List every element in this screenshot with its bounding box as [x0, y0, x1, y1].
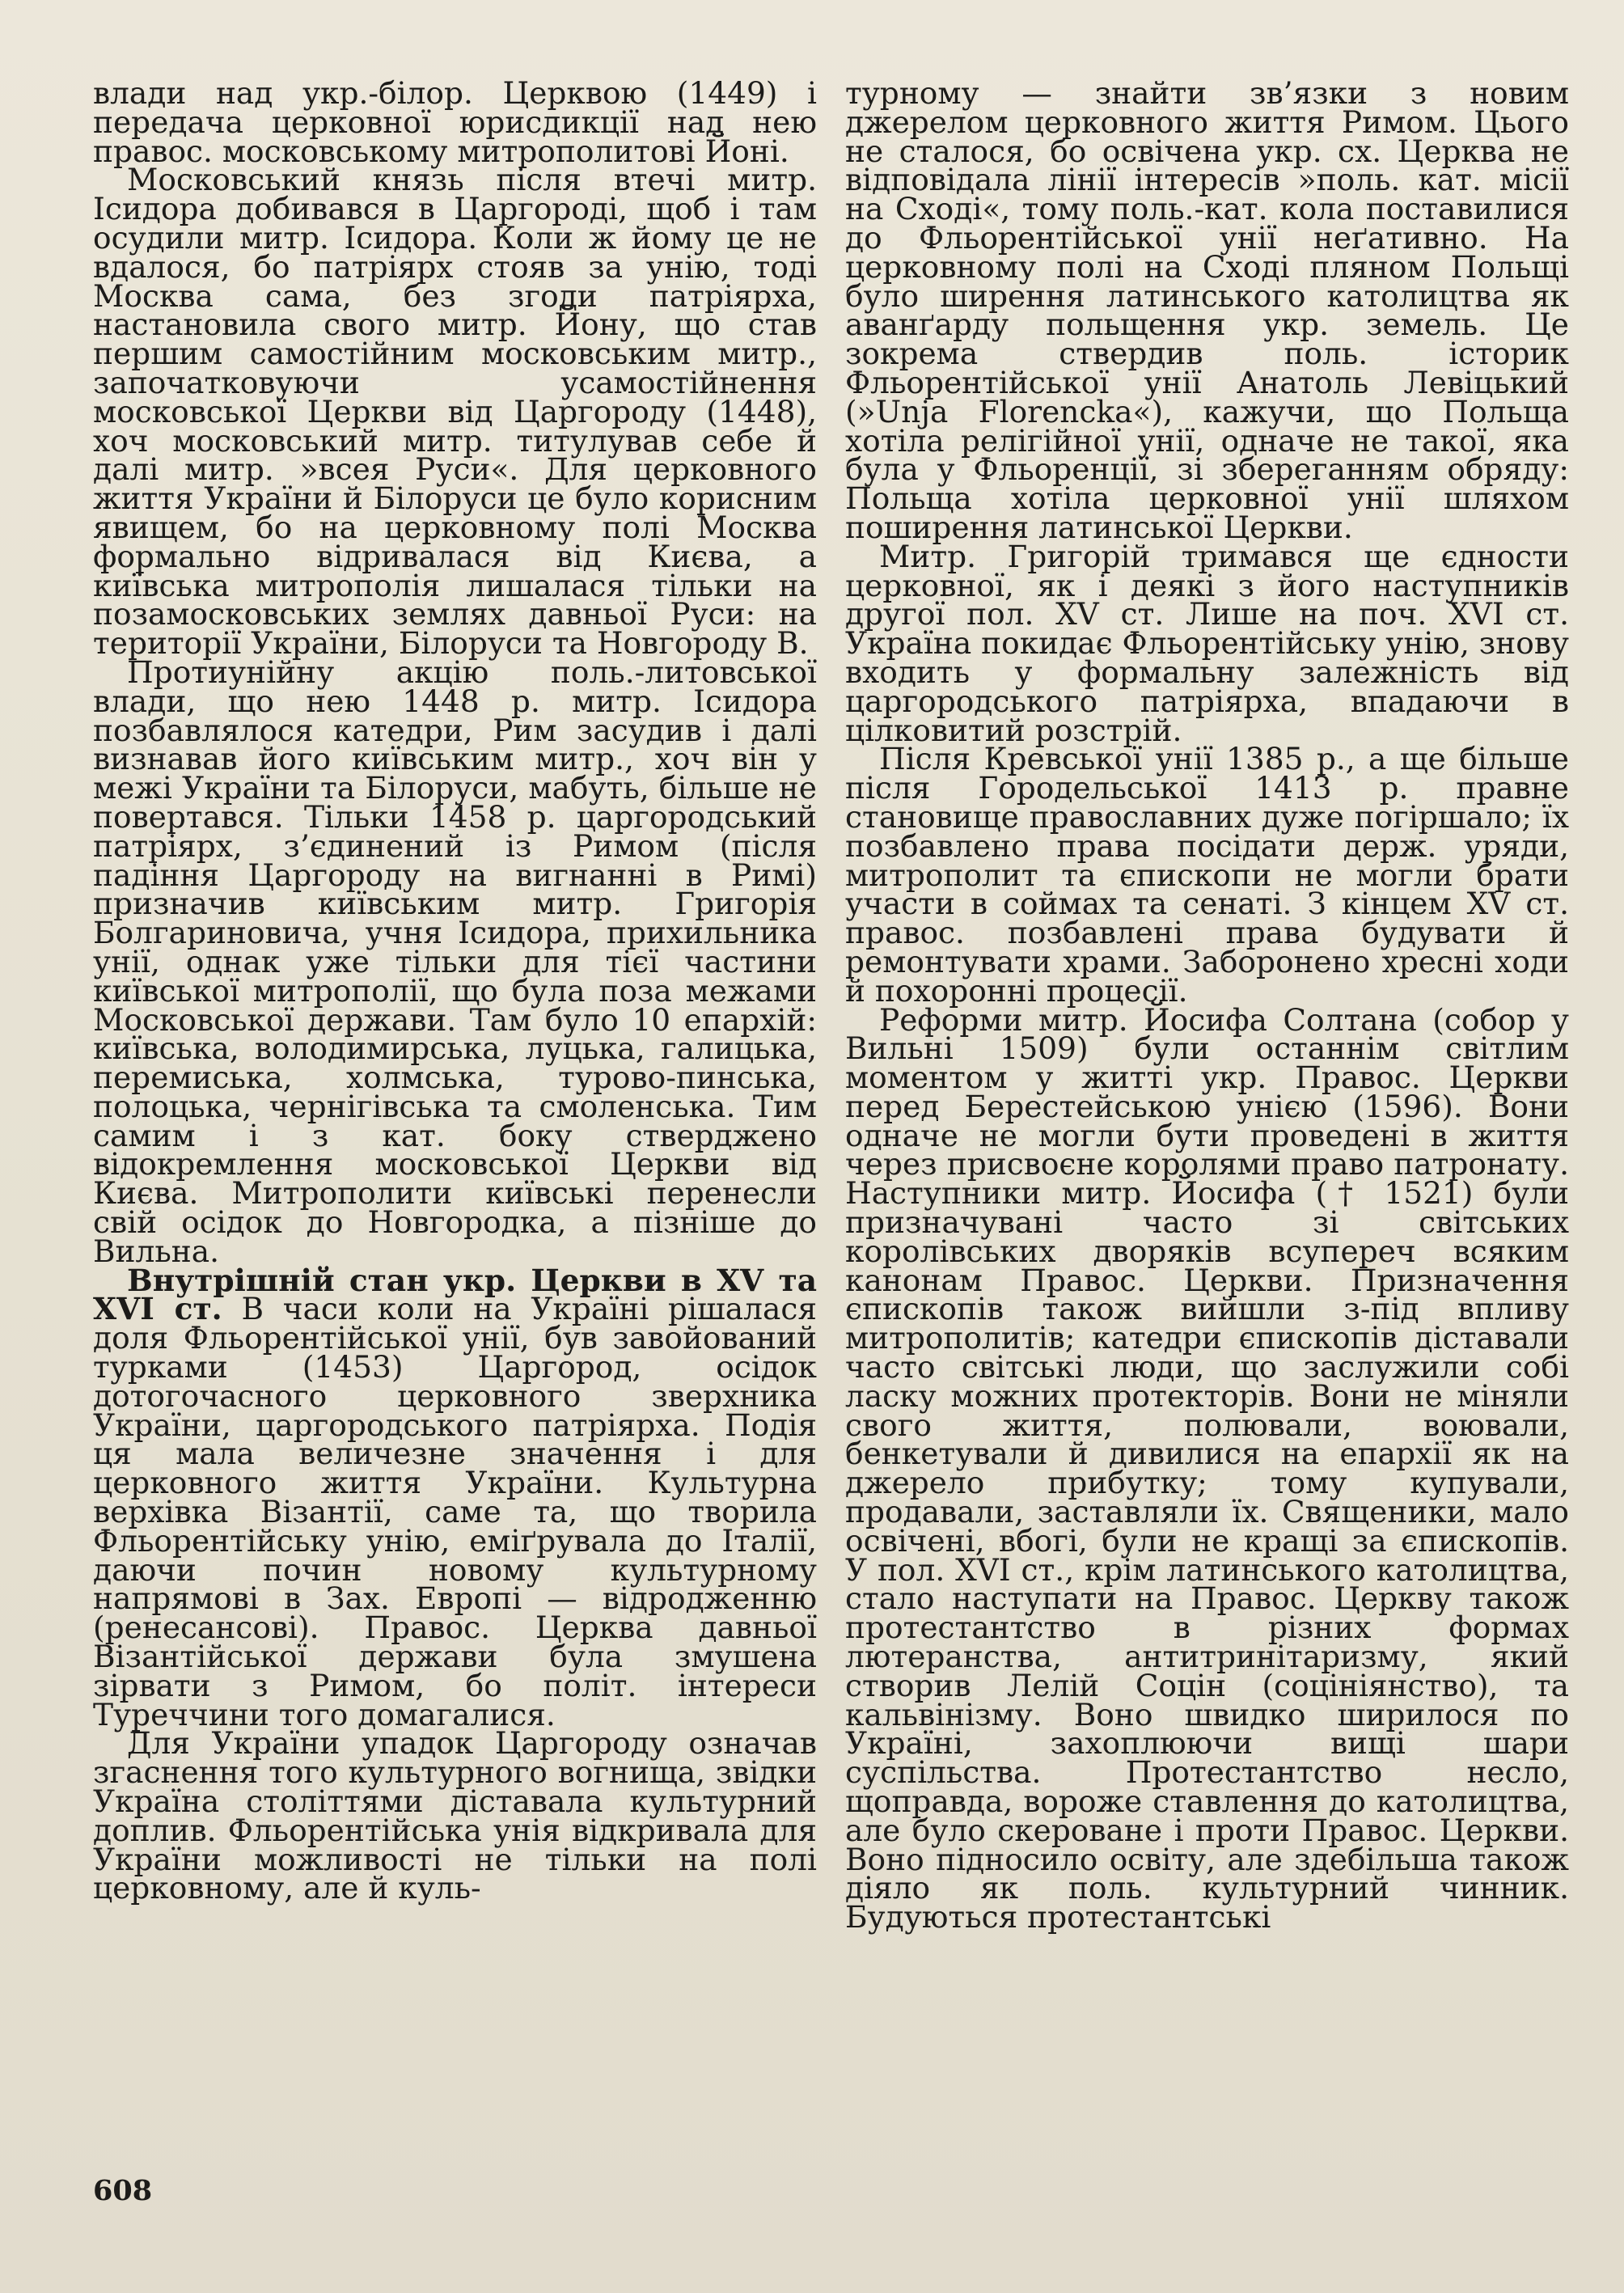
- paragraph: Митр. Григорій тримався ще єдности церковної, як і деякі з його наступників другої пол. XV ст. Лише на поч. XVI ст. Україна покидає Фльорентійську унію, знову входить у формальну залежність від царгородського патріярха, впадаючи в цілковитий розстрій.: [845, 538, 1569, 748]
- paragraph-body: В часи коли на Україні рішалася доля Фльорентійської унії, був завойований турками (1453) Царгород, осідок дотогочасного церковного зверхника України, царгородського патріярха. Подія ця мала величезне значення і для церковного життя України. Культурна верхівка Візантії, саме та, що творила Фльорентійську унію, еміґрувала до Італії, даючи почин новому культурному напрямові в Зах. Европі — відродженню (ренесансові). Правос. Церква давньої Візантійської держави була змушена зірвати з Римом, бо політ. інтереси Туреччини того домагалися.: [93, 1291, 817, 1732]
- paragraph: влади над укр.-білор. Церквою (1449) і передача церковної юрисдикції над нею правос. московському митрополитові Йоні.: [93, 75, 817, 169]
- right-column: [845, 75, 1569, 1936]
- paragraph: Для України упадок Царгороду означав згаснення того культурного вогнища, звідки Україна століттями діставала культурний доплив. Фльорентійська унія відкривала для України можливості не тільки на полі церковному, але й куль-: [93, 1725, 817, 1906]
- paragraph: Реформи митр. Йосифа Солтана (собор у Вильні 1509) були останнім світлим моментом у житті укр. Правос. Церкви перед Берестейською унією (1596). Вони одначе не могли бути проведені в життя через присвоєне королями право патронату. Наступники митр. Йосифа († 1521) були призначувані часто зі світських королівських дворяків всупереч всяким канонам Правос. Церкви. Призначення єпископів також вийшли з-під впливу митрополитів; катедри єпископів діставали часто світські люди, що заслужили собі ласку можних протекторів. Вони не міняли свого життя, полювали, воювали, бенкетували й дивилися на епархії як на джерело прибутку; тому купували, продавали, заставляли їх. Священики, мало освічені, вбогі, були не кращі за єпископів. У пол. XVI ст., крім латинського католицтва, стало наступати на Правос. Церкву також протестантство в різних формах лютеранства, антитринітаризму, який створив Лелій Соцін (соцініянство), та кальвінізму. Воно швидко ширилося по Україні, захоплюючи вищі шари суспільства. Протестантство несло, щоправда, вороже ставлення до католицтва, але було скероване і проти Правос. Церкви. Воно підносило освіту, але здебільша також діяло як поль. культурний чинник. Будуються протестантські: [845, 1001, 1569, 1936]
- paragraph: турному — знайти зв’язки з новим джерелом церковного життя Римом. Цього не сталося, бо освічена укр. сх. Церква не відповідала лінії інтересів »поль. кат. місії на Сході«, тому поль.-кат. кола поставилися до Фльорентійської унії неґативно. На церковному полі на Сході пляном Польщі було ширення латинського католицтва як аванґарду польщення укр. земель. Це зокрема ствердив поль. історик Фльорентійської унії Анатоль Левіцький (»Unja Florencka«), кажучи, що Польща хотіла релігійної унії, одначе не такої, яка була у Фльоренції, зі збереганням обряду: Польща хотіла церковної унії шляхом поширення латинської Церкви.: [845, 75, 1569, 545]
- left-column: [93, 75, 817, 1906]
- paragraph: Московський князь після втечі митр. Ісидора добивався в Царгороді, щоб і там осудили митр. Ісидора. Коли ж йому це не вдалося, бо патріярх стояв за унію, тоді Москва сама, без згоди патріярха, настановила свого митр. Йону, що став першим самостійним московським митр., започатковуючи усамостійнення московської Церкви від Царгороду (1448), хоч московський митр. титулував себе й далі митр. »всея Руси«. Для церковного життя України й Білоруси це було корисним явищем, бо на церковному полі Москва формально відривалася від Києва, а київська митрополія лишалася тільки на позамосковських землях давньої Руси: на території України, Білоруси та Новгороду В.: [93, 162, 817, 662]
- paragraph: Протиунійну акцію поль.-литовської влади, що нею 1448 р. митр. Ісидора позбавлялося катедри, Рим засудив і далі визнавав його київським митр., хоч він у межі України та Білоруси, мабуть, більше не повертався. Тільки 1458 р. царгородський патріярх, з’єдинений із Римом (після падіння Царгороду на вигнанні в Римі) призначив київським митр. Григорія Болгариновича, учня Ісидора, прихильника унії, однак уже тільки для тієї частини київської митрополії, що була поза межами Московської держави. Там було 10 епархій: київська, володимирська, луцька, галицька, перемиська, холмська, турово-пинська, полоцька, чернігівська та смоленська. Тим самим і з кат. боку стверджено відокремлення московської Церкви від Києва. Митрополити київські перенесли свій осідок до Новгородка, а пізніше до Вильна.: [93, 654, 817, 1269]
- paragraph: Після Кревської унії 1385 р., а ще більше після Городельської 1413 р. правне становище православних дуже погіршало; їх позбавлено права посідати держ. уряди, митрополит та єпископи не могли брати участи в соймах та сенаті. З кінцем XV ст. правос. позбавлені права будувати й ремонтувати храми. Заборонено хресні ходи й похоронні процесії.: [845, 741, 1569, 1009]
- run-in-heading: Внутрішній стан укр. Церкви в XV та XVI ст.: [93, 1262, 817, 1327]
- paragraph-with-run-in-heading: [93, 1262, 817, 1732]
- page-number: 608: [93, 2174, 153, 2207]
